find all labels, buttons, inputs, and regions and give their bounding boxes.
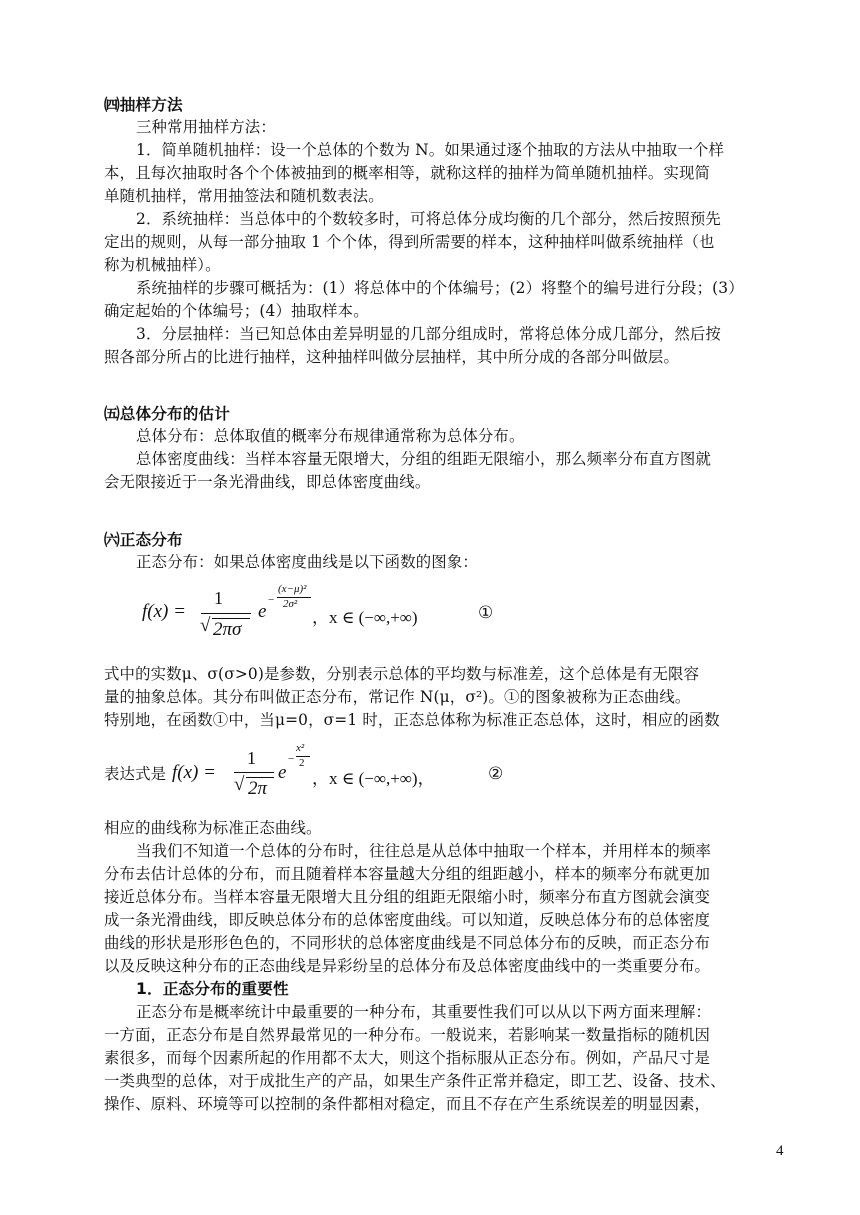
formula-denominator: 2π (248, 778, 268, 799)
exponent-numerator: (x−μ)² (278, 583, 307, 595)
paragraph-line: 正态分布是概率统计中最重要的一种分布，其重要性我们可以从以下两方面来理解： (136, 1003, 712, 1021)
paragraph-line: 曲线的形状是形形色色的，不同形状的总体密度曲线是不同总体分布的反映，而正态分布 (104, 934, 711, 952)
subheading-importance: 1．正态分布的重要性 (136, 980, 289, 998)
section-heading-normal-distribution: ㈥正态分布 (104, 531, 183, 549)
paragraph-line: 三种常用抽样方法： (136, 118, 276, 136)
paragraph-line: 量的抽象总体。其分布叫做正态分布，常记作 N(μ，σ²)。①的图象被称为正态曲线。 (104, 688, 691, 706)
paragraph-line: 1．简单随机抽样：设一个总体的个数为 N。如果通过逐个抽取的方法从中抽取一个样 (136, 141, 725, 159)
formula-numerator: 1 (214, 588, 223, 608)
formula-domain: ，x ∈ (−∞,+∞)， (312, 769, 435, 788)
formula-domain: ，x ∈ (−∞,+∞) (312, 608, 418, 627)
paragraph-line: 一类典型的总体，对于成批生产的产品，如果生产条件正常并稳定，即工艺、设备、技术、 (104, 1072, 726, 1090)
section-heading-sampling: ㈣抽样方法 (104, 96, 183, 114)
paragraph-line: 本，且每次抽取时各个个体被抽到的概率相等，就称这样的抽样为简单随机抽样。实现简 (104, 164, 711, 182)
paragraph-line: 称为机械抽样）。 (104, 256, 221, 274)
exponent-minus: − (288, 753, 295, 765)
paragraph-line: 系统抽样的步骤可概括为：(1）将总体中的个体编号；(2）将整个的编号进行分段；(3） (136, 279, 744, 297)
paragraph-line: 素很多，而每个因素所起的作用都不太大，则这个指标服从正态分布。例如，产品尺寸是 (104, 1049, 711, 1067)
paragraph-line: 式中的实数μ、σ(σ>0)是参数，分别表示总体的平均数与标准差，这个总体是有无限容 (104, 665, 700, 683)
formula-denominator: 2πσ (213, 619, 242, 640)
paragraph-line: 特别地，在函数①中，当μ=0，σ=1 时，正态总体称为标准正态总体，这时，相应的函数 (104, 711, 720, 729)
paragraph-line: 正态分布：如果总体密度曲线是以下函数的图象： (136, 553, 478, 571)
paragraph-line: 分布去估计总体的分布，而且随着样本容量越大分组的组距越小，样本的频率分布就更加 (104, 865, 711, 883)
paragraph-line: 相应的曲线称为标准正态曲线。 (104, 819, 322, 837)
formula-prefix: 表达式是 (104, 765, 167, 783)
formula-lhs: f(x) = (172, 762, 216, 783)
exponential-base: e (258, 601, 267, 622)
paragraph-line: 成一条光滑曲线，即反映总体分布的总体密度曲线。可以知道，反映总体分布的总体密度 (104, 911, 711, 929)
paragraph-line: 会无限接近于一条光滑曲线，即总体密度曲线。 (104, 473, 431, 491)
exponent-denominator: 2 (299, 757, 305, 769)
exponent-minus: − (268, 594, 275, 606)
paragraph-line: 定出的规则，从每一部分抽取 1 个个体，得到所需要的样本，这种抽样叫做系统抽样（也 (104, 233, 715, 251)
paragraph-line: 总体密度曲线：当样本容量无限增大，分组的组距无限缩小，那么频率分布直方图就 (136, 450, 712, 468)
paragraph-line: 确定起始的个体编号；(4）抽取样本。 (104, 302, 369, 320)
paragraph-line: 照各部分所占的比进行抽样，这种抽样叫做分层抽样，其中所分成的各部分叫做层。 (104, 348, 680, 366)
formula-numerator: 1 (247, 748, 256, 768)
exponential-base: e (278, 762, 287, 783)
paragraph-line: 以及反映这种分布的正态曲线是异彩纷呈的总体分布及总体密度曲线中的一类重要分布。 (104, 957, 711, 975)
fraction-bar (234, 772, 274, 773)
paragraph-line: 2．系统抽样：当总体中的个数较多时，可将总体分成均衡的几个部分，然后按照预先 (136, 210, 721, 228)
section-heading-distribution-estimate: ㈤总体分布的估计 (104, 405, 230, 423)
paragraph-line: 总体分布：总体取值的概率分布规律通常称为总体分布。 (136, 427, 525, 445)
paragraph-line: 一方面，正态分布是自然界最常见的一种分布。一般说来，若影响某一数量指标的随机因 (104, 1026, 711, 1044)
paragraph-line: 3．分层抽样：当已知总体由差异明显的几部分组成时，常将总体分成几部分，然后按 (136, 325, 721, 343)
formula-marker-1: ① (478, 603, 494, 622)
sqrt-sign: √ (200, 615, 211, 636)
paragraph-line: 单随机抽样，常用抽签法和随机数表法。 (104, 187, 384, 205)
sqrt-sign: √ (234, 774, 245, 795)
paragraph-line: 当我们不知道一个总体的分布时，往往总是从总体中抽取一个样本，并用样本的频率 (136, 842, 712, 860)
paragraph-line: 操作、原料、环境等可以控制的条件都相对稳定，而且不存在产生系统误差的明显因素， (104, 1095, 711, 1113)
exponent-denominator: 2σ² (283, 598, 298, 610)
fraction-bar (201, 613, 251, 614)
page-number: 4 (776, 1143, 784, 1159)
exponent-numerator: x² (296, 742, 305, 754)
paragraph-line: 接近总体分布。当样本容量无限增大且分组的组距无限缩小时，频率分布直方图就会演变 (104, 888, 711, 906)
formula-marker-2: ② (488, 764, 504, 783)
formula-lhs: f(x) = (142, 601, 186, 622)
